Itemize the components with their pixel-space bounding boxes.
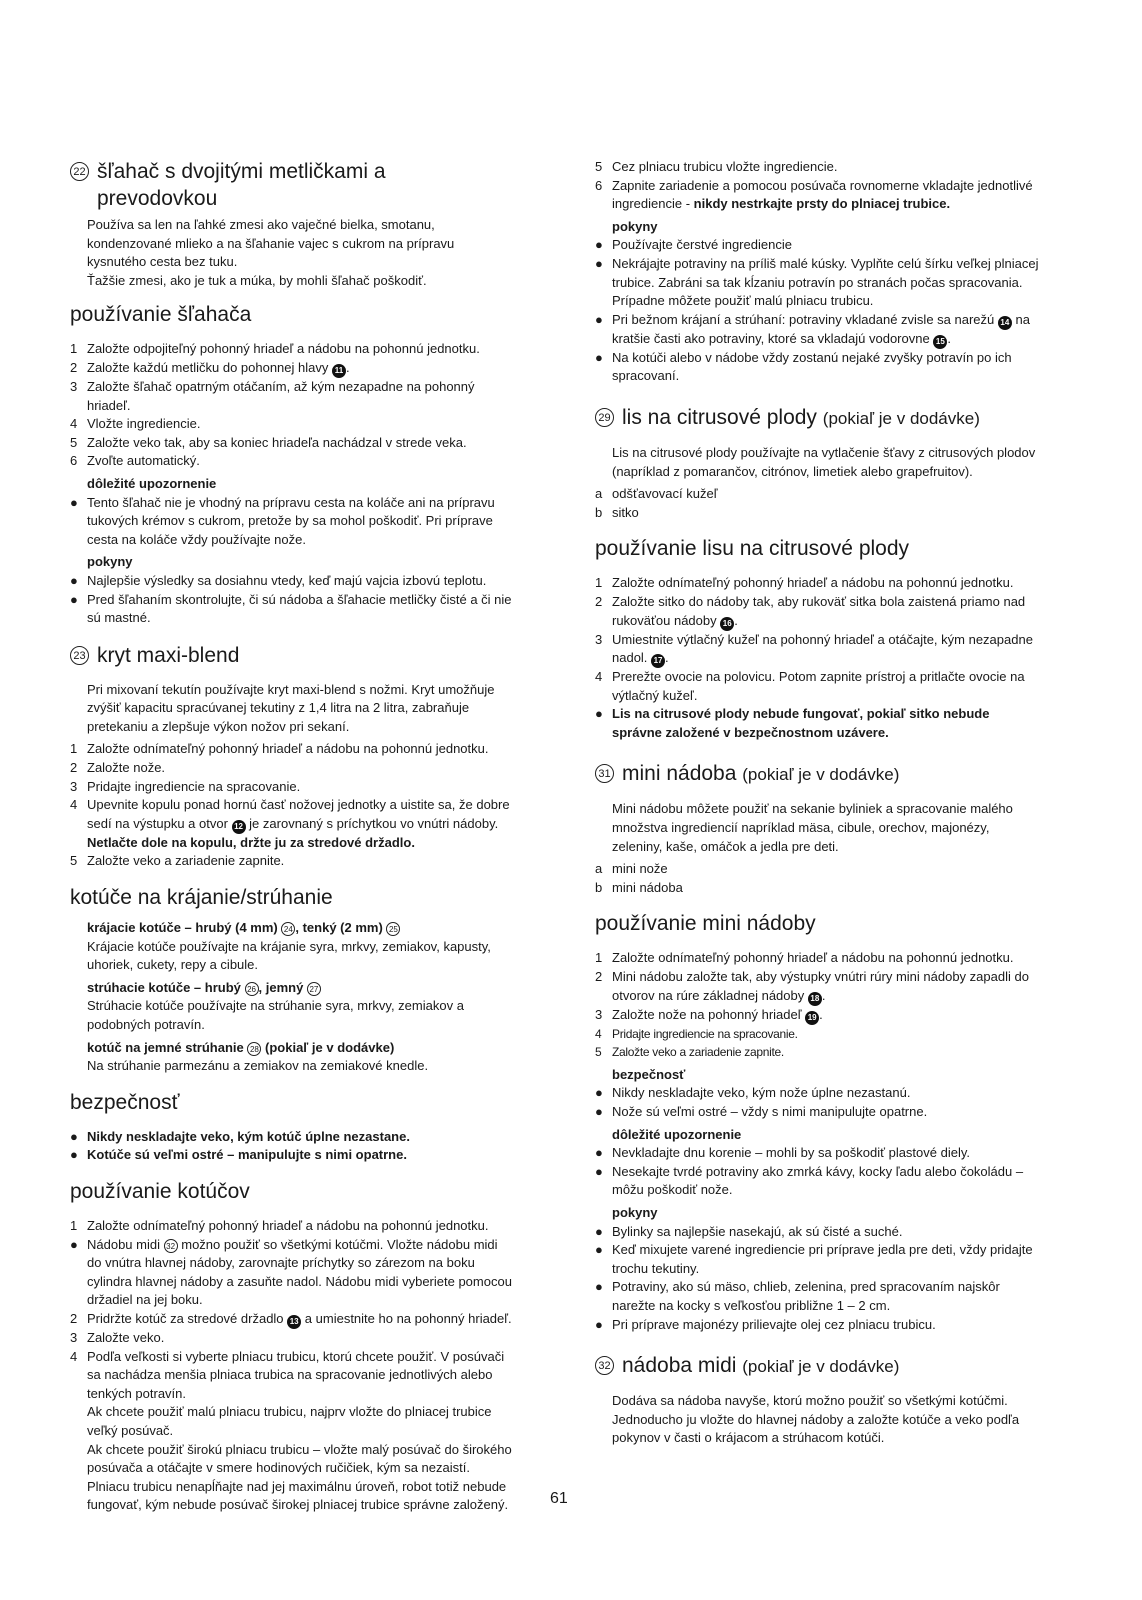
left-column: 22 šľahač s dvojitými metličkami a prevodovkou Používa sa len na ľahké zmesi ako vaječné bielka, smotanu, kondenzované mlieko a na šľahanie vajec s cukrom na prípravu kysnutého cesta bez tuku. Ťažšie zmesi, ako je tuk a múka, by mohli šľahač poškodiť. používanie šľahača 1 Založte odpojiteľný pohonný hriadeľ a nádobu na pohonnú jednotku. 2 Založte každú metličku do pohonnej hlavy 11 . 3 Založte šľahač opatrným otáčaním, až kým nezapadne na pohonný hriadeľ. 4 Vložte ingrediencie. 5 Založte veko tak, aby sa koniec hriadeľa nachádzal v strede veka. 6 Zvoľte automatický. dôležité upozornenie ● Tento šľahač nie je vhodný na prípravu cesta na koláče ani na prípravu tukových krémov s cukrom, pretože by sa mohol poškodiť. Pri príprave cesta na koláče vždy používajte nože. pokyny ● Najlepšie výsledky sa dosiahnu vtedy, keď majú vajcia izbovú teplotu. ● Pred šľahaním skontrolujte, či sú nádoba a šľahacie metličky čisté a či nie sú mastné. 23 kryt maxi-blend Pri mixovaní tekutín používajte kryt maxi-blend s nožmi. Kryt umožňuje zvýšiť kapacitu spracúvanej tekutiny z 1,4 litra na 2 litra, zabraňuje pretekaniu a zlepšuje výkon nožov pri sekaní. 1 Založte odnímateľný pohonný hriadeľ a nádobu na pohonnú jednotku. 2 Založte nože. 3 Pridajte ingrediencie na spracovanie. 4 Upevnite kopulu ponad hornú časť nožovej jednotky a uistite sa, že dobre sedí na výstupku a otvor 12 je zarovnaný s príchytkou vo vnútri nádoby. Netlačte dole na kopulu, držte ju za stredové držadlo. 5 Založte veko a zariadenie zapnite. kotúče na krájanie/strúhanie krájacie kotúče – hrubý (4 mm) 24 , tenký (2 mm) 25 Krájacie kotúče používajte na krájanie syra, mrkvy, zemiakov, kapusty, uhoriek, cukety, repy a cibule. strúhacie kotúče – hrubý 26 , jemný 27 Strúhacie kotúče používajte na strúhanie syra, mrkvy, zemiakov a podobných potravín. kotúč na jemné strúhanie 28 (pokiaľ je v dodávke) Na strúhanie parmezánu a zemiakov na zemiakové knedle. bezpečnosť ● Nikdy neskladajte veko, kým kotúč úplne nezastane. ● Kotúče sú veľmi ostré – manipulujte s nimi opatrne. používanie kotúčov 1 Založte odnímateľný pohonný hriadeľ a nádobu na pohonnú jednotku. ● Nádobu midi 32 možno použiť so všetkými kotúčmi. Vložte nádobu midi do vnútra hlavnej nádoby, zarovnajte príchytky so zárezom na boku cylindra hlavnej nádoby a zasuňte nadol. Nádobu midi vyberiete pomocou držadiel na jej boku. 2 Pridržte kotúč za stredové držadlo 13 a umiestnite ho na pohonný hriadeľ. 3 Založte veko. 4 Podľa veľkosti si vyberte plniacu trubicu, ktorú chcete použiť. V posúvači sa nachádza menšia plniaca trubica na spracovanie jednotlivých alebo tenkých potravín. Ak chcete použiť malú plniacu trubicu, najprv vložte do plniacej trubice veľký posúvač. Ak chcete použiť širokú plniacu trubicu – vložte malý posúvač do širokého posúvača a otáčajte v smere hodinových ručičiek, kým sa nezaistí. Plniacu trubicu nenapĺňajte nad jej maximálnu úroveň, robot totiž nebude fungovať, kým nebude posúvač širokej plniacej trubice správne založený. — [70, 158, 560, 1515]
bullet-safety: ● Kotúče sú veľmi ostré – manipulujte s nimi opatrne. — [70, 1146, 560, 1165]
bullet-icon: ● — [595, 1279, 603, 1295]
section-number-23: 23 — [70, 646, 89, 665]
ref-15: 15 — [933, 335, 947, 349]
bullet-important: ● Nevkladajte dnu korenie – mohli by sa poškodiť plastové diely. — [595, 1144, 1080, 1163]
bullet-safety: ● Nikdy neskladajte veko, kým nože úplne nezastanú. — [595, 1084, 1080, 1103]
citrus-intro: Lis na citrusové plody používajte na vytlačenie šťavy z citrusových plodov (napríklad z pomarančov, citrónov, limetiek alebo grapefruitov). — [612, 444, 1036, 479]
heading-use-discs: používanie kotúčov — [70, 1179, 250, 1203]
ref-27: 27 — [307, 982, 321, 996]
bullet-icon: ● — [70, 1147, 78, 1163]
bullet-tip: ● Keď mixujete varené ingrediencie pri príprave jedla pre deti, vždy pridajte trochu tekutiny. — [595, 1242, 1033, 1276]
section-midi-bowl-heading: 32 nádoba midi (pokiaľ je v dodávke) — [595, 1352, 1080, 1380]
maxi-blend-intro: Pri mixovaní tekutín používajte kryt maxi-blend s nožmi. Kryt umožňuje zvýšiť kapacitu spracúvanej tekutiny z 1,4 litra na 2 litra, zabraňuje pretekaniu a zlepšuje výkon nožov pri sekaní. — [87, 681, 495, 734]
bullet-tip: ● Nekrájajte potraviny na príliš malé kúsky. Vyplňte celú šírku veľkej plniacej trubice. Zabráni sa tak kĺzaniu potravín po stranách počas spracovania. Prípadne môžete použiť malú plniacu trubicu. — [595, 255, 1039, 309]
bullet-icon: ● — [595, 1085, 603, 1101]
bullet-icon: ● — [595, 1223, 603, 1239]
use-discs-steps: 1 Založte odnímateľný pohonný hriadeľ a nádobu na pohonnú jednotku. ● Nádobu midi 32 možno použiť so všetkými kotúčmi. Vložte nádobu midi do vnútra hlavnej nádoby, zarovnajte príchytky so zárezom na boku cylindra hlavnej nádoby a zasuňte nadol. Nádobu midi vyberiete pomocou držadiel na jej boku. 2 Pridržte kotúč za stredové držadlo 13 a umiestnite ho na pohonný hriadeľ. 3 Založte veko. 4 Podľa veľkosti si vyberte plniacu trubicu, ktorú chcete použiť. V posúvači sa nachádza menšia plniaca trubica na spracovanie jednotlivých alebo tenkých potravín. Ak chcete použiť malú plniacu trubicu, najprv vložte do plniacej trubice veľký posúvač. Ak chcete použiť širokú plniacu trubicu – vložte malý posúvač do širokého posúvača a otáčajte v smere hodinových ručičiek, kým sa nezaistí. Plniacu trubicu nenapĺňajte nad jej maximálnu úroveň, robot totiž nebude fungovať, kým nebude posúvač širokej plniacej trubice správne založený. — [70, 1217, 512, 1513]
maxi-blend-steps: 1 Založte odnímateľný pohonný hriadeľ a nádobu na pohonnú jednotku. 2 Založte nože. 3 Pridajte ingrediencie na spracovanie. 4 Upevnite kopulu ponad hornú časť nožovej jednotky a uistite sa, že dobre sedí na výstupku a otvor 12 je zarovnaný s príchytkou vo vnútri nádoby. Netlačte dole na kopulu, držte ju za stredové držadlo. 5 Založte veko a zariadenie zapnite. — [70, 741, 510, 869]
bullet-tip: ● Používajte čerstvé ingrediencie — [595, 236, 1080, 255]
bullet-safety: ● Nikdy neskladajte veko, kým kotúč úplne nezastane. — [70, 1128, 560, 1147]
heading-use-citrus: používanie lisu na citrusové plody — [595, 537, 910, 561]
bullet-tip: ● Najlepšie výsledky sa dosiahnu vtedy, keď majú vajcia izbovú teplotu. — [70, 572, 560, 591]
bullet-icon: ● — [595, 349, 603, 365]
bullet-important: ● Tento šľahač nie je vhodný na prípravu cesta na koláče ani na prípravu tukových krémov s cukrom, pretože by sa mohol poškodiť. Pri príprave cesta na koláče vždy používajte nože. — [70, 494, 495, 547]
bullet-tip: ● Pred šľahaním skontrolujte, či sú nádoba a šľahacie metličky čisté a či nie sú mastné. — [70, 591, 512, 626]
bullet-icon: ● — [595, 706, 603, 722]
use-discs-steps-continued: 5 Cez plniacu trubicu vložte ingrediencie. 6 Zapnite zariadenie a pomocou posúvača rovnomerne vkladajte jednotlivé ingrediencie - nikdy nestrkajte prsty do plniacej trubice. — [595, 159, 1033, 212]
ref-12: 12 — [232, 820, 246, 834]
bullet-icon: ● — [595, 1316, 603, 1332]
bullet-icon: ● — [595, 1104, 603, 1119]
subheading-tips: pokyny — [87, 554, 133, 570]
subheading-fine-grating: kotúč na jemné strúhanie 28 (pokiaľ je v dodávke) — [87, 1039, 395, 1055]
heading-use-mini-bowl: používanie mini nádoby — [595, 912, 816, 936]
subheading-important: dôležité upozornenie — [612, 1126, 742, 1142]
section-number-29: 29 — [595, 408, 614, 427]
ref-32: 32 — [164, 1239, 178, 1253]
ref-13: 13 — [287, 1315, 301, 1329]
section-number-22: 22 — [70, 162, 89, 181]
ref-14: 14 — [998, 316, 1012, 330]
bullet-icon: ● — [70, 591, 78, 607]
section-beater-heading: 22 šľahač s dvojitými metličkami a prevodovkou — [70, 158, 560, 212]
use-citrus-steps: 1 Založte odnímateľný pohonný hriadeľ a nádobu na pohonnú jednotku. 2 Založte sitko do nádoby tak, aby rukoväť sitka bola zaistená priamo nad rukoväťou nádoby 16 . 3 Umiestnite výtlačný kužeľ na pohonný hriadeľ a otáčajte, kým nezapadne nadol. 17 . 4 Prerežte ovocie na polovicu. Potom zapnite prístroj a pritlačte ovocie na výtlačný kužeľ. ● Lis na citrusové plody nebude fungovať, pokiaľ sitko nebude správne založené v bezpečnostnom uzávere. — [595, 575, 1033, 740]
heading-discs: kotúče na krájanie/strúhanie — [70, 886, 333, 910]
subheading-important: dôležité upozornenie — [87, 475, 217, 491]
right-column: 5 Cez plniacu trubicu vložte ingrediencie. 6 Zapnite zariadenie a pomocou posúvača rovnomerne vkladajte jednotlivé ingrediencie - nikdy nestrkajte prsty do plniacej trubice. pokyny ● Používajte čerstvé ingrediencie ● Nekrájajte potraviny na príliš malé kúsky. Vyplňte celú šírku veľkej plniacej trubice. Zabráni sa tak kĺzaniu potravín po stranách počas spracovania. Prípadne môžete použiť malú plniacu trubicu. ● Pri bežnom krájaní a strúhaní: potraviny vkladané zvisle sa narežú 14 na kratšie časti ako potraviny, ktoré sa vkladajú vodorovne 15 . ● Na kotúči alebo v nádobe vždy zostanú nejaké zvyšky potravín po ich spracovaní. 29 lis na citrusové plody (pokiaľ je v dodávke) Lis na citrusové plody používajte na vytlačenie šťavy z citrusových plodov (napríklad z pomarančov, citrónov, limetiek alebo grapefruitov). a odšťavovací kužeľ b sitko používanie lisu na citrusové plody 1 Založte odnímateľný pohonný hriadeľ a nádobu na pohonnú jednotku. 2 Založte sitko do nádoby tak, aby rukoväť sitka bola zaistená priamo nad rukoväťou nádoby 16 . 3 Umiestnite výtlačný kužeľ na pohonný hriadeľ a otáčajte, kým nezapadne nadol. 17 . 4 Prerežte ovocie na polovicu. Potom zapnite prístroj a pritlačte ovocie na výtlačný kužeľ. ● Lis na citrusové plody nebude fungovať, pokiaľ sitko nebude správne založené v bezpečnostnom uzávere. 31 mini nádoba (pokiaľ je v dodávke) Mini nádobu môžete použiť na sekanie byliniek a spracovanie malého množstva ingrediencií napríklad mäsa, cibule, orechov, majonézy, zeleniny, kaše, omáčok a jedla pre deti. a mini nože b mini nádoba používanie mini nádoby 1 Založte odnímateľný pohonný hriadeľ a nádobu na pohonnú jednotku. 2 Mini nádobu založte tak, aby výstupky vnútri rúry mini nádoby zapadli do otvorov na rúre základnej nádoby 18 . 3 Založte nože na pohonný hriadeľ 19 . 4 Pridajte ingrediencie na spracovanie. 5 Založte veko a zariadenie zapnite. bezpečnosť ● Nikdy neskladajte veko, kým nože úplne nezastanú. ● Nože sú veľmi ostré – vždy s nimi manipulujte opatrne. dôležité upozornenie ● Nevkladajte dnu korenie – mohli by sa poškodiť plastové diely. ● Nesekajte tvrdé potraviny ako zmrká kávy, kocky ľadu alebo čokoládu – môžu poškodiť nože. pokyny ● Bylinky sa najlepšie nasekajú, ak sú čisté a suché. ● Keď mixujete varené ingrediencie pri príprave jedla pre deti, vždy pridajte trochu tekutiny. ● Potraviny, ako sú mäso, chlieb, zelenina, pred spracovaním najskôr narežte na kocky s veľkosťou približne 1 – 2 cm. ● Pri príprave majonézy prilievajte olej cez plniacu trubicu. 32 nádoba midi (pokiaľ je v dodávke) Dodáva sa nádoba navyše, ktorú možno použiť so všetkými kotúčmi. Jednoducho ju vložte do hlavnej nádoby a založte kotúče a veko podľa pokynov v časti o krájacom a strúhacom kotúči. — [595, 158, 1080, 1448]
ref-28: 28 — [247, 1042, 261, 1056]
bullet-tip: ● Pri príprave majonézy prilievajte olej cez plniacu trubicu. — [595, 1316, 1080, 1335]
bullet-icon: ● — [595, 1242, 603, 1258]
ref-19: 19 — [805, 1011, 819, 1025]
subheading-shredding-discs: strúhacie kotúče – hrubý 26 , jemný 27 — [70, 979, 560, 998]
bullet-icon: ● — [595, 255, 603, 271]
ref-17: 17 — [651, 654, 665, 668]
section-citrus-heading: 29 lis na citrusové plody (pokiaľ je v dodávke) — [595, 404, 1080, 432]
bullet-icon: ● — [595, 1145, 603, 1161]
page-number: 61 — [550, 1490, 568, 1507]
section-number-31: 31 — [595, 764, 614, 783]
subheading-tips: pokyny — [612, 1204, 658, 1220]
bullet-icon: ● — [595, 311, 603, 327]
ref-18: 18 — [808, 992, 822, 1006]
bullet-tip: ● Bylinky sa najlepšie nasekajú, ak sú čisté a suché. — [595, 1223, 1080, 1242]
midi-bowl-intro: Dodáva sa nádoba navyše, ktorú možno použiť so všetkými kotúčmi. Jednoducho ju vložte do hlavnej nádoby a založte kotúče a veko podľa pokynov v časti o krájacom a strúhacom kotúči. — [612, 1393, 1020, 1446]
bullet-tip: ● Potraviny, ako sú mäso, chlieb, zelenina, pred spracovaním najskôr narežte na kocky s veľkosťou približne 1 – 2 cm. — [595, 1279, 1000, 1313]
bullet-icon: ● — [595, 1163, 603, 1179]
beater-intro: Používa sa len na ľahké zmesi ako vaječné bielka, smotanu, kondenzované mlieko a na šľahanie vajec s cukrom na prípravu kysnutého cesta bez tuku. Ťažšie zmesi, ako je tuk a múka, by mohli šľahač poškodiť. — [87, 217, 455, 288]
ref-11: 11 — [332, 364, 346, 378]
use-mini-steps: 1 Založte odnímateľný pohonný hriadeľ a nádobu na pohonnú jednotku. 2 Mini nádobu založte tak, aby výstupky vnútri rúry mini nádoby zapadli do otvorov na rúre základnej nádoby 18 . 3 Založte nože na pohonný hriadeľ 19 . 4 Pridajte ingrediencie na spracovanie. 5 Založte veko a zariadenie zapnite. — [595, 950, 1029, 1060]
bullet-icon: ● — [70, 1128, 78, 1144]
bullet-important: ● Nesekajte tvrdé potraviny ako zmrká kávy, kocky ľadu alebo čokoládu – môžu poškodiť nože. — [595, 1163, 1024, 1198]
bullet-icon: ● — [595, 237, 603, 253]
heading-use-beater: používanie šľahača — [70, 303, 252, 327]
bullet-icon: ● — [70, 494, 78, 510]
use-beater-steps: 1 Založte odpojiteľný pohonný hriadeľ a nádobu na pohonnú jednotku. 2 Založte každú metličku do pohonnej hlavy 11 . 3 Založte šľahač opatrným otáčaním, až kým nezapadne na pohonný hriadeľ. 4 Vložte ingrediencie. 5 Založte veko tak, aby sa koniec hriadeľa nachádzal v strede veka. 6 Zvoľte automatický. — [70, 341, 480, 469]
heading-safety: bezpečnosť — [70, 1090, 180, 1114]
subheading-slicing-discs: krájacie kotúče – hrubý (4 mm) 24 , tenký (2 mm) 25 — [70, 919, 560, 938]
bullet-tip: ● Na kotúči alebo v nádobe vždy zostanú nejaké zvyšky potravín po ich spracovaní. — [595, 349, 1012, 384]
bullet-tip: ● Pri bežnom krájaní a strúhaní: potraviny vkladané zvisle sa narežú 14 na kratšie časti ako potraviny, ktoré sa vkladajú vodorovne 15 . — [595, 311, 1080, 349]
bullet-icon: ● — [70, 572, 78, 588]
subheading-safety: bezpečnosť — [612, 1066, 686, 1082]
mini-bowl-intro: Mini nádobu môžete použiť na sekanie byliniek a spracovanie malého množstva ingrediencií napríklad mäsa, cibule, orechov, majonézy, zeleniny, kaše, omáčok a jedla pre deti. — [612, 801, 1013, 854]
ref-25: 25 — [386, 922, 400, 936]
ref-16: 16 — [720, 617, 734, 631]
section-maxi-blend-heading: 23 kryt maxi-blend — [70, 642, 560, 669]
ref-24: 24 — [281, 922, 295, 936]
section-number-32: 32 — [595, 1356, 614, 1375]
bullet-icon: ● — [70, 1236, 78, 1252]
subheading-tips: pokyny — [612, 218, 658, 234]
ref-26: 26 — [245, 982, 259, 996]
section-mini-bowl-heading: 31 mini nádoba (pokiaľ je v dodávke) — [595, 760, 1080, 788]
bullet-safety: ● Nože sú veľmi ostré – vždy s nimi manipulujte opatrne. — [595, 1103, 1080, 1122]
